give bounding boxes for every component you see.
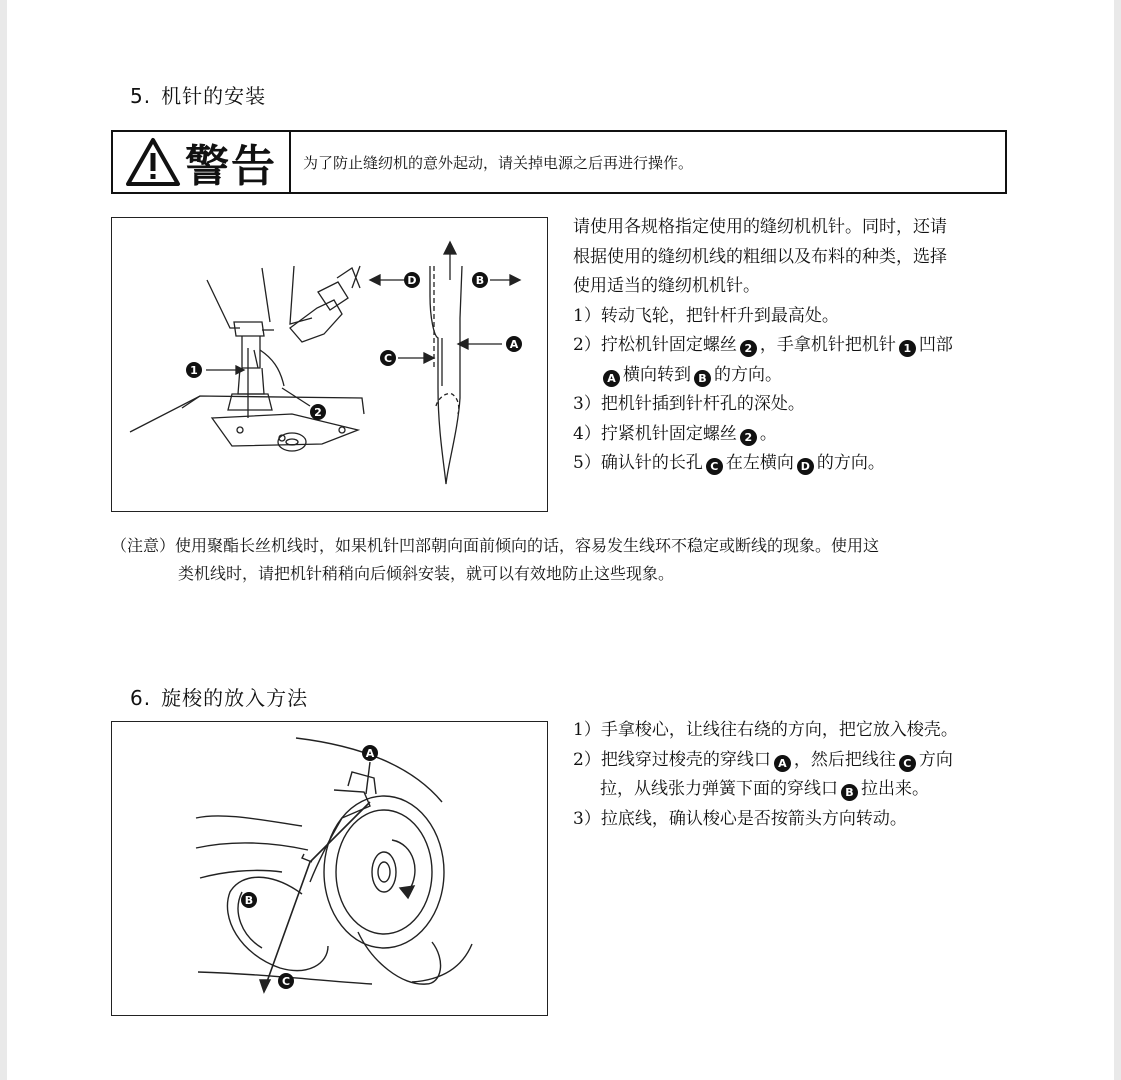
note-line-1: （注意）使用聚酯长丝机线时，如果机针凹部朝向面前倾向的话，容易发生线环不稳定或断线的现象。使用这 — [111, 536, 880, 555]
marker-2-step4: 2 — [740, 429, 757, 446]
section-5-title-text: 机针的安装 — [161, 84, 267, 108]
figure2-label-b: B — [244, 894, 254, 907]
page-edge-left — [0, 0, 7, 1080]
section-6-title-text: 旋梭的放入方法 — [161, 686, 309, 710]
section-6-number: 6. — [130, 686, 152, 710]
section-5-title — [130, 80, 266, 109]
warning-word: 警告 — [185, 141, 277, 192]
bobbin-figure — [111, 721, 548, 1016]
figure1-label-1: 1 — [190, 364, 198, 377]
section-6-instructions — [573, 716, 1018, 834]
intro-line-2: 根据使用的缝纫机线的粗细以及布料的种类，选择 — [573, 246, 947, 267]
marker-a: A — [603, 370, 620, 387]
note — [111, 532, 1011, 588]
marker-1: 1 — [899, 340, 916, 357]
needle-installation-figure — [111, 217, 548, 512]
s6-step-2-text-d: 拉，从线张力弹簧下面的穿线口 — [600, 779, 838, 799]
step-2 — [573, 331, 1018, 361]
figure1-label-2: 2 — [314, 406, 322, 419]
figure2-label-c: C — [281, 975, 291, 988]
s6-step-1: 1）手拿梭心，让线往右绕的方向，把它放入梭壳。 — [573, 720, 958, 740]
step-4-text-a: 4）拧紧机针固定螺丝 — [573, 423, 737, 444]
marker-b: B — [694, 370, 711, 387]
warning-text: 为了防止缝纫机的意外起动，请关掉电源之后再进行操作。 — [303, 153, 694, 172]
step-5-text-b: 在左横向 — [725, 453, 794, 473]
figure1-label-c: C — [383, 352, 393, 365]
step-5-text-a: 5）确认针的长孔 — [573, 453, 703, 473]
page-edge-right — [1114, 0, 1121, 1080]
section-5-instructions — [573, 213, 1018, 479]
intro-line-3: 使用适当的缝纫机机针。 — [573, 276, 760, 296]
step-2-text-d: 横向转到 — [623, 364, 691, 385]
step-2-continued — [573, 361, 1018, 391]
section-5-number: 5. — [130, 84, 152, 108]
note-line-2: 类机线时，请把机针稍稍向后倾斜安装，就可以有效地防止这些现象。 — [178, 564, 675, 583]
s6-step-2-text-a: 2）把线穿过梭壳的穿线口 — [573, 749, 771, 770]
step-4 — [573, 420, 1018, 450]
intro-line-1: 请使用各规格指定使用的缝纫机机针。同时，还请 — [573, 217, 947, 237]
warning-box — [111, 130, 1007, 194]
step-5 — [573, 449, 1018, 479]
step-5-text-c: 的方向。 — [816, 453, 885, 473]
needle-diagram-svg — [112, 218, 546, 510]
marker-c: C — [706, 458, 723, 475]
step-2-text-c: 凹部 — [918, 335, 953, 355]
s6-marker-c: C — [899, 755, 916, 772]
marker-2: 2 — [740, 340, 757, 357]
step-3: 3）把机针插到针杆孔的深处。 — [573, 394, 805, 414]
s6-step-2 — [573, 746, 1018, 776]
warning-triangle-icon — [125, 137, 181, 187]
s6-step-2-continued — [573, 775, 1018, 805]
step-4-text-b: 。 — [759, 423, 777, 444]
s6-step-3: 3）拉底线，确认梭心是否按箭头方向转动。 — [573, 808, 907, 829]
figure2-label-a: A — [365, 747, 375, 760]
figure1-label-d: D — [407, 274, 417, 287]
s6-step-2-text-e: 拉出来。 — [861, 779, 929, 799]
step-2-text-a: 2）拧松机针固定螺丝 — [573, 335, 737, 355]
figure1-label-b: B — [475, 274, 485, 287]
s6-step-2-text-c: 方向 — [918, 749, 953, 770]
s6-marker-b: B — [841, 784, 858, 801]
bobbin-diagram-svg — [112, 722, 546, 1014]
step-2-text-e: 的方向。 — [714, 364, 782, 385]
marker-d: D — [797, 458, 814, 475]
s6-marker-a: A — [774, 755, 791, 772]
section-6-title — [130, 682, 308, 711]
s6-step-2-text-b: ，然后把线往 — [793, 749, 896, 770]
warning-label — [113, 132, 291, 192]
step-2-text-b: ，手拿机针把机针 — [759, 335, 896, 355]
figure1-label-a: A — [509, 338, 519, 351]
step-1: 1）转动飞轮，把针杆升到最高处。 — [573, 305, 839, 326]
